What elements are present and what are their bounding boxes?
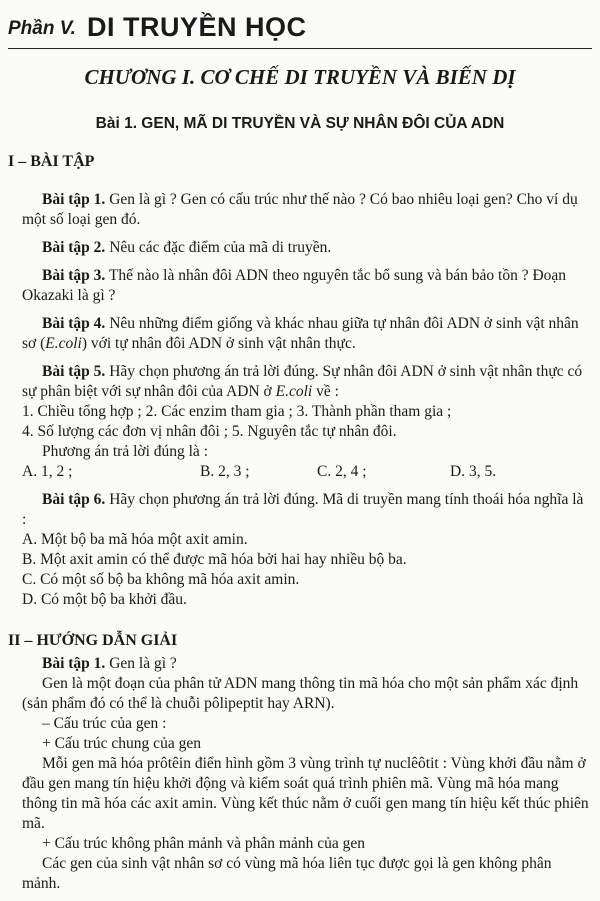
solutions-block — [22, 654, 590, 894]
exercise-2 — [22, 238, 590, 258]
exercise-label: Bài tập 6. — [42, 491, 106, 508]
solution-paragraph: Các gen của sinh vật nhân sơ có vùng mã hóa liên tục được gọi là gen không phân mảnh. — [22, 855, 552, 892]
exercise-1 — [22, 190, 590, 230]
exercise-6-option-c: C. Có một số bộ ba không mã hóa axit amin. — [22, 571, 300, 588]
exercise-text: Hãy chọn phương án trả lời đúng. Mã di truyền mang tính thoái hóa nghĩa là : — [22, 491, 584, 528]
part-header — [8, 8, 592, 49]
exercise-5-prompt: Phương án trả lời đúng là : — [42, 443, 208, 460]
exercise-text: Nêu các đặc điểm của mã di truyền. — [105, 239, 332, 256]
solution-paragraph: Mỗi gen mã hóa prôtêin điển hình gồm 3 vùng trình tự nuclêôtit : Vùng khởi đầu nằm ở đầu gen mang tín hiệu khởi động và kiểm soát quá trình phiên mã. Vùng mã hóa mang thông tin mã hóa các axit amin. Vùng kết thúc nằm ở cuối gen mang tín hiệu kết thúc phiên mã. — [22, 755, 589, 832]
section-solutions-heading: II – HƯỚNG DẪN GIẢI — [8, 632, 178, 649]
exercise-label: Bài tập 5. — [42, 363, 106, 380]
exercise-5 — [22, 362, 590, 402]
option-c: C. 2, 4 ; — [317, 463, 367, 480]
exercise-label: Bài tập 4. — [42, 315, 106, 332]
option-d: D. 3, 5. — [450, 463, 497, 480]
option-b: B. 2, 3 ; — [200, 463, 250, 480]
exercise-text: Nêu những điểm giống và khác nhau giữa tự nhân đôi ADN ở sinh vật nhân sơ ( — [22, 315, 579, 352]
exercise-6-option-a: A. Một bộ ba mã hóa một axit amin. — [22, 531, 248, 548]
option-a: A. 1, 2 ; — [22, 463, 73, 480]
solution-bullet: – Cấu trúc của gen : — [42, 715, 167, 732]
solution-bullet: + Cấu trúc chung của gen — [42, 735, 201, 752]
exercise-3 — [22, 266, 590, 306]
lesson-title: Bài 1. GEN, MÃ DI TRUYỀN VÀ SỰ NHÂN ĐÔI CỦA ADN — [95, 115, 505, 132]
solution-1-heading — [22, 654, 590, 674]
solution-paragraph: Gen là một đoạn của phân tử ADN mang thông tin mã hóa cho một sản phẩm xác định (sản phẩm đó có thể là chuỗi pôlipeptit hay ARN). — [22, 675, 579, 712]
exercise-label: Bài tập 3. — [42, 267, 106, 284]
part-label: Phần V. — [8, 18, 76, 39]
exercise-text: Thế nào là nhân đôi ADN theo nguyên tắc bổ sung và bán bảo tồn ? Đoạn Okazaki là gì ? — [22, 267, 567, 304]
exercise-6 — [22, 490, 590, 530]
exercise-4 — [22, 314, 590, 354]
exercise-text: về : — [312, 383, 339, 400]
exercises-block — [22, 190, 590, 610]
exercise-italic: E.coli — [275, 383, 313, 400]
chapter-title: CHƯƠNG I. CƠ CHẾ DI TRUYỀN VÀ BIẾN DỊ — [84, 65, 516, 89]
section-exercises-heading: I – BÀI TẬP — [8, 153, 95, 170]
exercise-5-options — [22, 462, 590, 482]
exercise-6-option-d: D. Có một bộ ba khởi đầu. — [22, 591, 187, 608]
exercise-label: Bài tập 2. — [42, 239, 106, 256]
solution-bullet: + Cấu trúc không phân mảnh và phân mảnh của gen — [42, 835, 365, 852]
exercise-label: Bài tập 1. — [42, 191, 106, 208]
part-title: DI TRUYỀN HỌC — [87, 12, 307, 42]
exercise-5-line-2: 4. Số lượng các đơn vị nhân đôi ; 5. Nguyên tắc tự nhân đôi. — [22, 423, 397, 440]
exercise-italic: E.coli — [45, 335, 82, 352]
exercise-text: ) với tự nhân đôi ADN ở sinh vật nhân thực. — [81, 335, 356, 352]
solution-question: Gen là gì ? — [105, 655, 177, 672]
solution-label: Bài tập 1. — [42, 655, 106, 672]
exercise-text: Hãy chọn phương án trả lời đúng. Sự nhân đôi ADN ở sinh vật nhân thực có sự phân biệt với sự nhân đôi của ADN ở — [22, 363, 583, 400]
exercise-5-line-1: 1. Chiều tổng hợp ; 2. Các enzim tham gia ; 3. Thành phần tham gia ; — [22, 403, 452, 420]
exercise-6-option-b: B. Một axit amin có thể được mã hóa bởi hai hay nhiều bộ ba. — [22, 551, 407, 568]
exercise-text: Gen là gì ? Gen có cấu trúc như thế nào ? Có bao nhiêu loại gen? Cho ví dụ một số loại gen đó. — [22, 191, 578, 228]
